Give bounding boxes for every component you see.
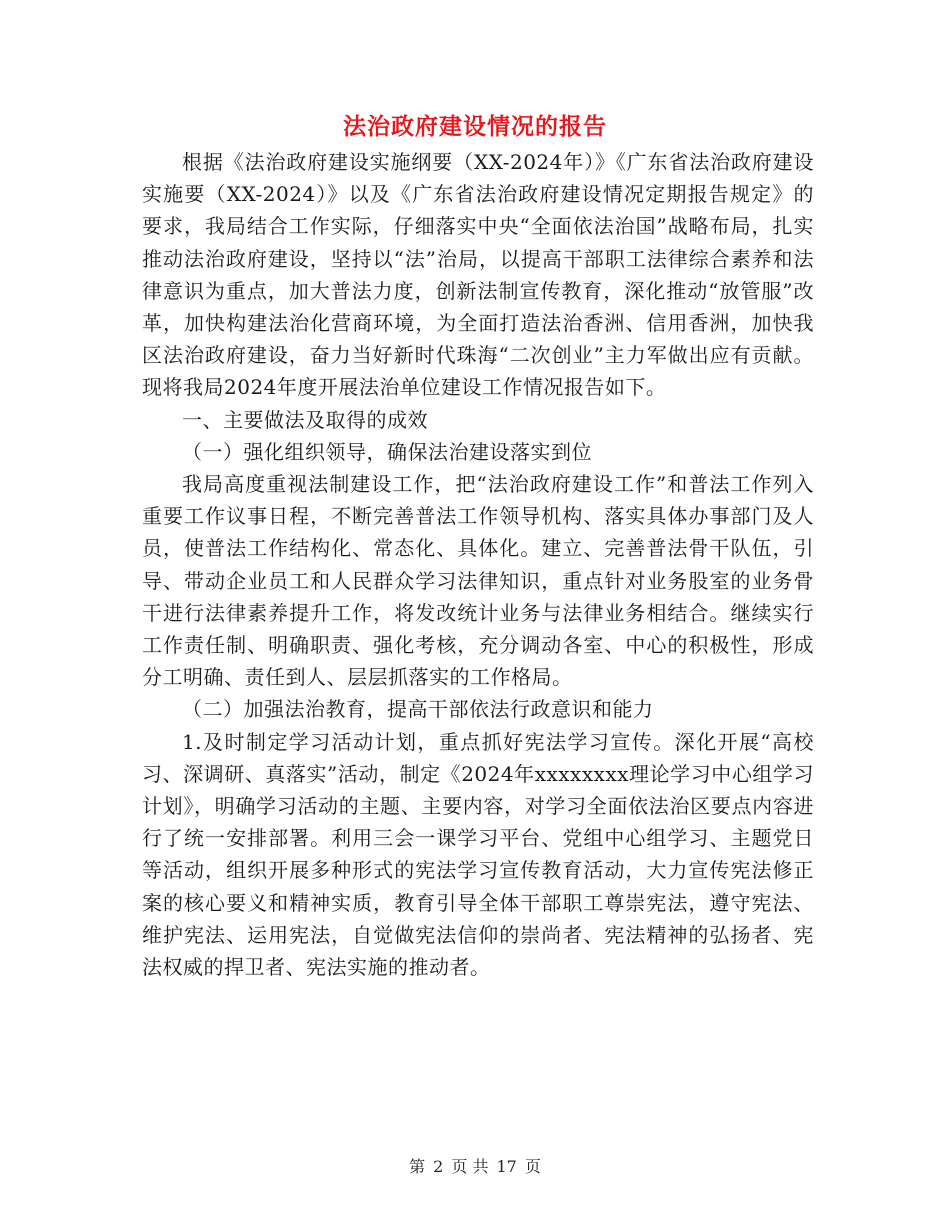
current-page-number: 2 [433,1157,444,1176]
page-footer [0,1154,950,1177]
footer-mid: 页 共 [451,1157,489,1176]
paragraph-study-plan: 1.及时制定学习活动计划，重点抓好宪法学习宣传。深化开展“高校习、深调研、真落实”活动，制定《2024年xxxxxxxx理论学习中心组学习计划》，明确学习活动的主题、主要内容，对学习全面依法治区要点内容进行了统一安排部署。利用三会一课学习平台、党组中心组学习、主题党日等活动，组织开展多种形式的宪法学习宣传教育活动，大力宣传宪法修正案的核心要义和精神实质，教育引导全体干部职工尊崇宪法，遵守宪法、维护宪法、运用宪法，自觉做宪法信仰的崇尚者、宪法精神的弘扬者、宪法权威的捍卫者、宪法实施的推动者。 [142,729,814,980]
document-title: 法治政府建设情况的报告 [343,113,607,140]
section-heading-1: 一、主要做法及取得的成效 [182,407,428,432]
paragraph-organization: 我局高度重视法制建设工作，把“法治政府建设工作”和普法工作列入重要工作议事日程，不断完善普法工作领导机构、落实具体办事部门及人员，使普法工作结构化、常态化、具体化。建立、完善普法骨干队伍，引导、带动企业员工和人民群众学习法律知识，重点针对业务股室的业务骨干进行法律素养提升工作，将发改统计业务与法律业务相结合。继续实行工作责任制、明确职责、强化考核，充分调动各室、中心的积极性，形成分工明确、责任到人、层层抓落实的工作格局。 [142,472,814,690]
subsection-heading-2: （二）加强法治教育，提高干部依法行政意识和能力 [182,697,654,722]
paragraph-intro: 根据《法治政府建设实施纲要（XX-2024年）》《广东省法治政府建设实施要（XX-2024）》以及《广东省法治政府建设情况定期报告规定》的要求，我局结合工作实际，仔细落实中央“全面依法治国”战略布局，扎实推动法治政府建设，坚持以“法”治局，以提高干部职工法律综合素养和法律意识为重点，加大普法力度，创新法制宣传教育，深化推动“放管服”改革，加快构建法治化营商环境，为全面打造法治香洲、信用香洲，加快我区法治政府建设，奋力当好新时代珠海“二次创业”主力军做出应有贡献。现将我局2024年度开展法治单位建设工作情况报告如下。 [142,150,814,400]
subsection-heading-1: （一）强化组织领导，确保法治建设落实到位 [182,439,592,464]
footer-prefix: 第 [409,1157,426,1176]
total-pages-number: 17 [496,1157,517,1176]
footer-suffix: 页 [524,1157,541,1176]
document-body [142,146,814,983]
